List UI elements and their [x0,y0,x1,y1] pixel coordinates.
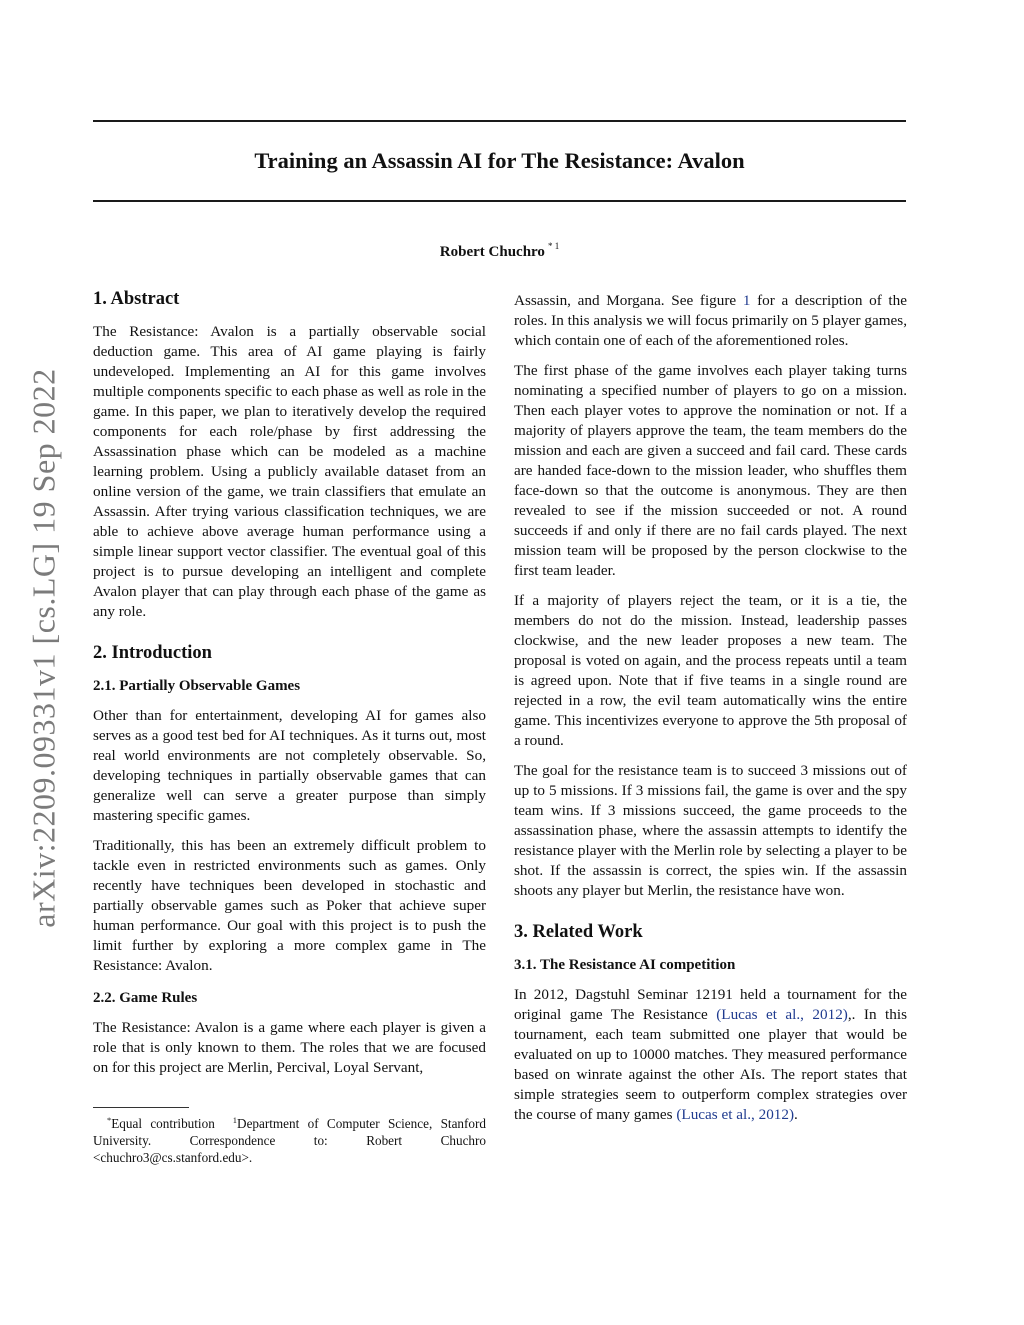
section-2-1-paragraph-1: Other than for entertainment, developing AI for games also serves as a good test bed for AI techniques. As it turns out, most real world environments are not completely observable. So, developing techniques in partially observable games that can generalize well can serve a greater purpose than simply mastering specific games. [93,707,486,824]
footnote [93,1112,486,1166]
section-2-2-paragraph: The Resistance: Avalon is a game where each player is given a role that is only known to them. The roles that we are focused on for this project are Merlin, Percival, Loyal Servant, [93,1019,486,1076]
title-bottom-rule [93,200,906,202]
reject-team-paragraph: If a majority of players reject the team, or it is a tie, the members do not do the mission. Instead, leadership passes clockwise, and the new leader proposes a new team. The proposal is voted on again, and the process repeats until a team is agreed upon. Note that if five teams in a single round are rejected in a row, the evil team automatically wins the entire game. This incentivizes everyone to approve the 5th proposal of a round. [514,592,907,749]
author-line [93,236,906,262]
goal-paragraph: The goal for the resistance team is to succeed 3 missions out of up to 5 missions. If 3 missions fail, the game is over and the spy team wins. If 3 missions succeed, the game proceeds to the assassination phase, where the assassin attempts to identify the resistance player with the Merlin role by selecting a player to be shot. If the assassin is correct, the spies win. If the assassin shoots any player but Merlin, the resistance have won. [514,762,907,899]
first-phase-paragraph: The first phase of the game involves each player taking turns nominating a specified number of players to go on a mission. Then each player votes to approve the nomination or not. If a majority of players approve the team, the team members do the mission and each are given a succeed and fail card. These cards are handed face-down to the mission leader, who shuffles them face-down so that the outcome is anonymous. They are then revealed to see if the mission succeeded or not. A round succeeds if and only if there are no fail cards played. The next mission team will be proposed by the person clockwise to the first team leader. [514,362,907,579]
section-3-1-text-b: ,. In this tournament, each team submitted one player that would be evaluated on up to 10000 matches. They measured performance based on winrate against the other AIs. The report states that simple strategies seem to outperform complex strategies over the course of many games [514,1006,907,1123]
top-rule [93,120,906,122]
abstract-heading: 1. Abstract [93,289,180,309]
figure-1-link[interactable]: 1 [742,292,751,309]
section-3-1-text-c: . [794,1106,798,1123]
right-column [514,291,907,1135]
section-2-1-paragraph-2: Traditionally, this has been an extremely difficult problem to tackle even in restricted environments such as games. Only recently have techniques been developed in stochastic and partially observable games such as Poker that achieve super human performance. Our goal with this project is to push the limit further by exploring a more complex game in The Resistance: Avalon. [93,837,486,974]
left-column [93,286,486,1088]
roles-text-post: for a description of the roles. In this analysis we will focus primarily on 5 player games, which contain one of each of the aforementioned roles. [514,292,907,349]
footnote-mark-1: * [107,1115,112,1125]
section-2-2-heading: 2.2. Game Rules [93,990,198,1006]
author-name: Robert Chuchro [439,244,545,260]
citation-lucas-2012-link-2[interactable]: (Lucas et al., 2012) [676,1106,795,1123]
roles-paragraph [514,291,907,351]
roles-text-pre: Assassin, and Morgana. See figure [514,292,743,309]
footnote-mark-2: 1 [232,1115,238,1125]
footnote-text-1: Equal contribution [111,1116,215,1131]
section-3-1-text-a: In 2012, Dagstuhl Seminar 12191 held a tournament for the original game The Resistance [514,986,907,1023]
abstract-text: The Resistance: Avalon is a partially observable social deduction game. This area of AI game playing is fairly undeveloped. Implementing an AI for this game involves multiple components specific to each phase as well as role in the game. In this paper, we plan to iteratively develop the required components for each role/phase by first addressing the Assassination phase which can be modeled as a machine learning problem. Using a publicly available dataset from an online version of the game, we train classifiers that emulate an Assassin. After trying various classification techniques, we are able to achieve above average human performance using a simple linear support vector classifier. The eventual goal of this project is to pursue developing an intelligent and complete Avalon player that can play through each phase of the game as any role. [93,323,486,620]
citation-lucas-2012-link[interactable]: (Lucas et al., 2012) [716,1006,848,1023]
arxiv-watermark: arXiv:2209.09331v1 [cs.LG] 19 Sep 2022 [25,368,62,928]
paper-title: Training an Assassin AI for The Resistance: Avalon [254,148,745,173]
related-work-heading: 3. Related Work [514,922,643,942]
footnote-text-2: Department of Computer Science, Stanford University. Correspondence to: Robert Chuchro <chuchro3@cs.stanford.edu>. [93,1116,486,1165]
section-2-1-heading: 2.1. Partially Observable Games [93,678,301,694]
section-3-1-heading: 3.1. The Resistance AI competition [514,957,736,973]
footnote-rule [93,1107,189,1108]
author-marks: * 1 [547,241,560,251]
section-3-1-paragraph [514,985,907,1125]
introduction-heading: 2. Introduction [93,643,212,663]
